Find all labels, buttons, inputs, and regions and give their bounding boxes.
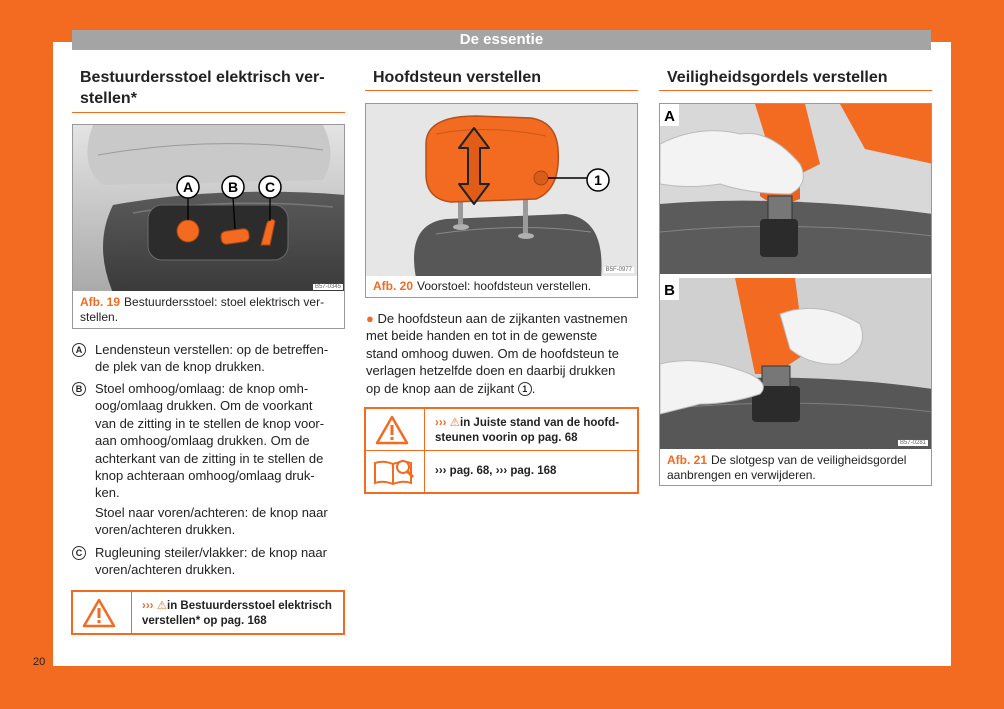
section-header-band: De essentie — [72, 30, 931, 50]
small-warning-icon: ⚠ — [156, 600, 168, 612]
col3-heading: Veiligheidsgordels verstellen — [667, 69, 888, 86]
col2-warning-box — [364, 407, 639, 494]
headrest-paragraph: ● De hoofdsteun aan de zijkanten vastnemen met beide handen en tot in de gewenste stand omhoog duwen. Om de hoofdsteun te verlagen hetzelfde doen en daarbij drukken op de knop aan de zijkant 1 . — [366, 311, 628, 396]
col2-heading-rule — [365, 90, 638, 91]
marker-A: A — [72, 343, 86, 357]
figure-21-caption: Afb. 21 De slotgesp van de veiligheidsgordel aanbrengen en verwijderen. — [659, 449, 932, 486]
col2-warning-link[interactable]: ››› ⚠in Juiste stand van de hoofd- steunen voorin op pag. 68 — [435, 417, 620, 444]
figure-number: Afb. 19 — [80, 295, 121, 309]
ref-marker-1: 1 — [518, 382, 532, 396]
bullet-dot: ● — [366, 311, 374, 326]
col3-heading-rule — [659, 90, 932, 91]
marker-C: C — [72, 546, 86, 560]
list-item-B-continued: Stoel naar voren/achteren: de knop naar voren/achteren drukken. — [95, 505, 328, 538]
small-warning-icon: ⚠ — [449, 417, 461, 429]
figure-20-caption: Afb. 20 Voorstoel: hoofdsteun verstellen. — [365, 276, 638, 298]
col1-heading-line2: stellen* — [80, 90, 137, 107]
seat-controls-figure — [72, 124, 345, 292]
marker-B: B — [72, 382, 86, 396]
seatbelt-illustration — [660, 104, 932, 450]
callout-1 — [587, 169, 609, 191]
page-number: 20 — [33, 656, 46, 668]
list-item-B: B Stoel omhoog/omlaag: de knop omh- oog/omlaag drukken. Om de voorkant van de zitting in te stellen de knop voor- aan omhoog/omlaag drukken. Om de achterkant van de zitting in te stellen de knop achteraan omhoog/omlaag druk- ken. — [72, 380, 347, 502]
panel-B-label — [660, 278, 679, 300]
warning-triangle-icon — [375, 415, 409, 445]
figure-19-caption: Afb. 19 Bestuurdersstoel: stoel elektrisch ver- stellen. — [72, 291, 345, 329]
svg-text:A: A — [664, 108, 675, 125]
col1-heading — [80, 67, 345, 109]
col2-heading: Hoofdsteun verstellen — [373, 69, 542, 86]
figure-code: B57-0345 — [314, 284, 341, 290]
callout-B — [222, 176, 244, 198]
col1-heading-rule — [72, 112, 345, 113]
callout-C — [259, 176, 281, 198]
warning-separator-horizontal — [366, 450, 637, 451]
svg-text:C: C — [264, 179, 276, 195]
svg-text:B: B — [227, 179, 239, 195]
list-item-C: C Rugleuning steiler/vlakker: de knop naar voren/achteren drukken. — [72, 544, 347, 579]
figure-code: B57-0281 — [899, 440, 926, 446]
warning-separator — [131, 592, 132, 633]
panel-A-label — [660, 104, 679, 126]
seatbelt-figure — [659, 103, 932, 450]
headrest-figure — [365, 103, 638, 277]
headrest-illustration — [366, 104, 638, 277]
col1-warning-box — [71, 590, 345, 635]
col2-page-refs-link[interactable]: ››› pag. 68, ››› pag. 168 — [435, 465, 557, 477]
seat-controls-illustration — [73, 125, 345, 292]
col1-heading-line1: Bestuurdersstoel elektrisch ver- — [80, 69, 325, 86]
svg-text:A: A — [182, 179, 194, 195]
figure-code: B5F-0977 — [605, 267, 632, 273]
svg-text:1: 1 — [594, 172, 602, 188]
svg-text:B: B — [664, 282, 675, 299]
warning-triangle-icon — [82, 598, 116, 628]
callout-A — [177, 176, 199, 198]
col1-warning-link[interactable]: ››› ⚠in Bestuurdersstoel elektrisch verstellen* op pag. 168 — [142, 600, 332, 627]
list-item-A: A Lendensteun verstellen: op de betreffen- de plek van de knop drukken. — [72, 341, 347, 376]
book-magnifier-icon — [373, 457, 415, 487]
